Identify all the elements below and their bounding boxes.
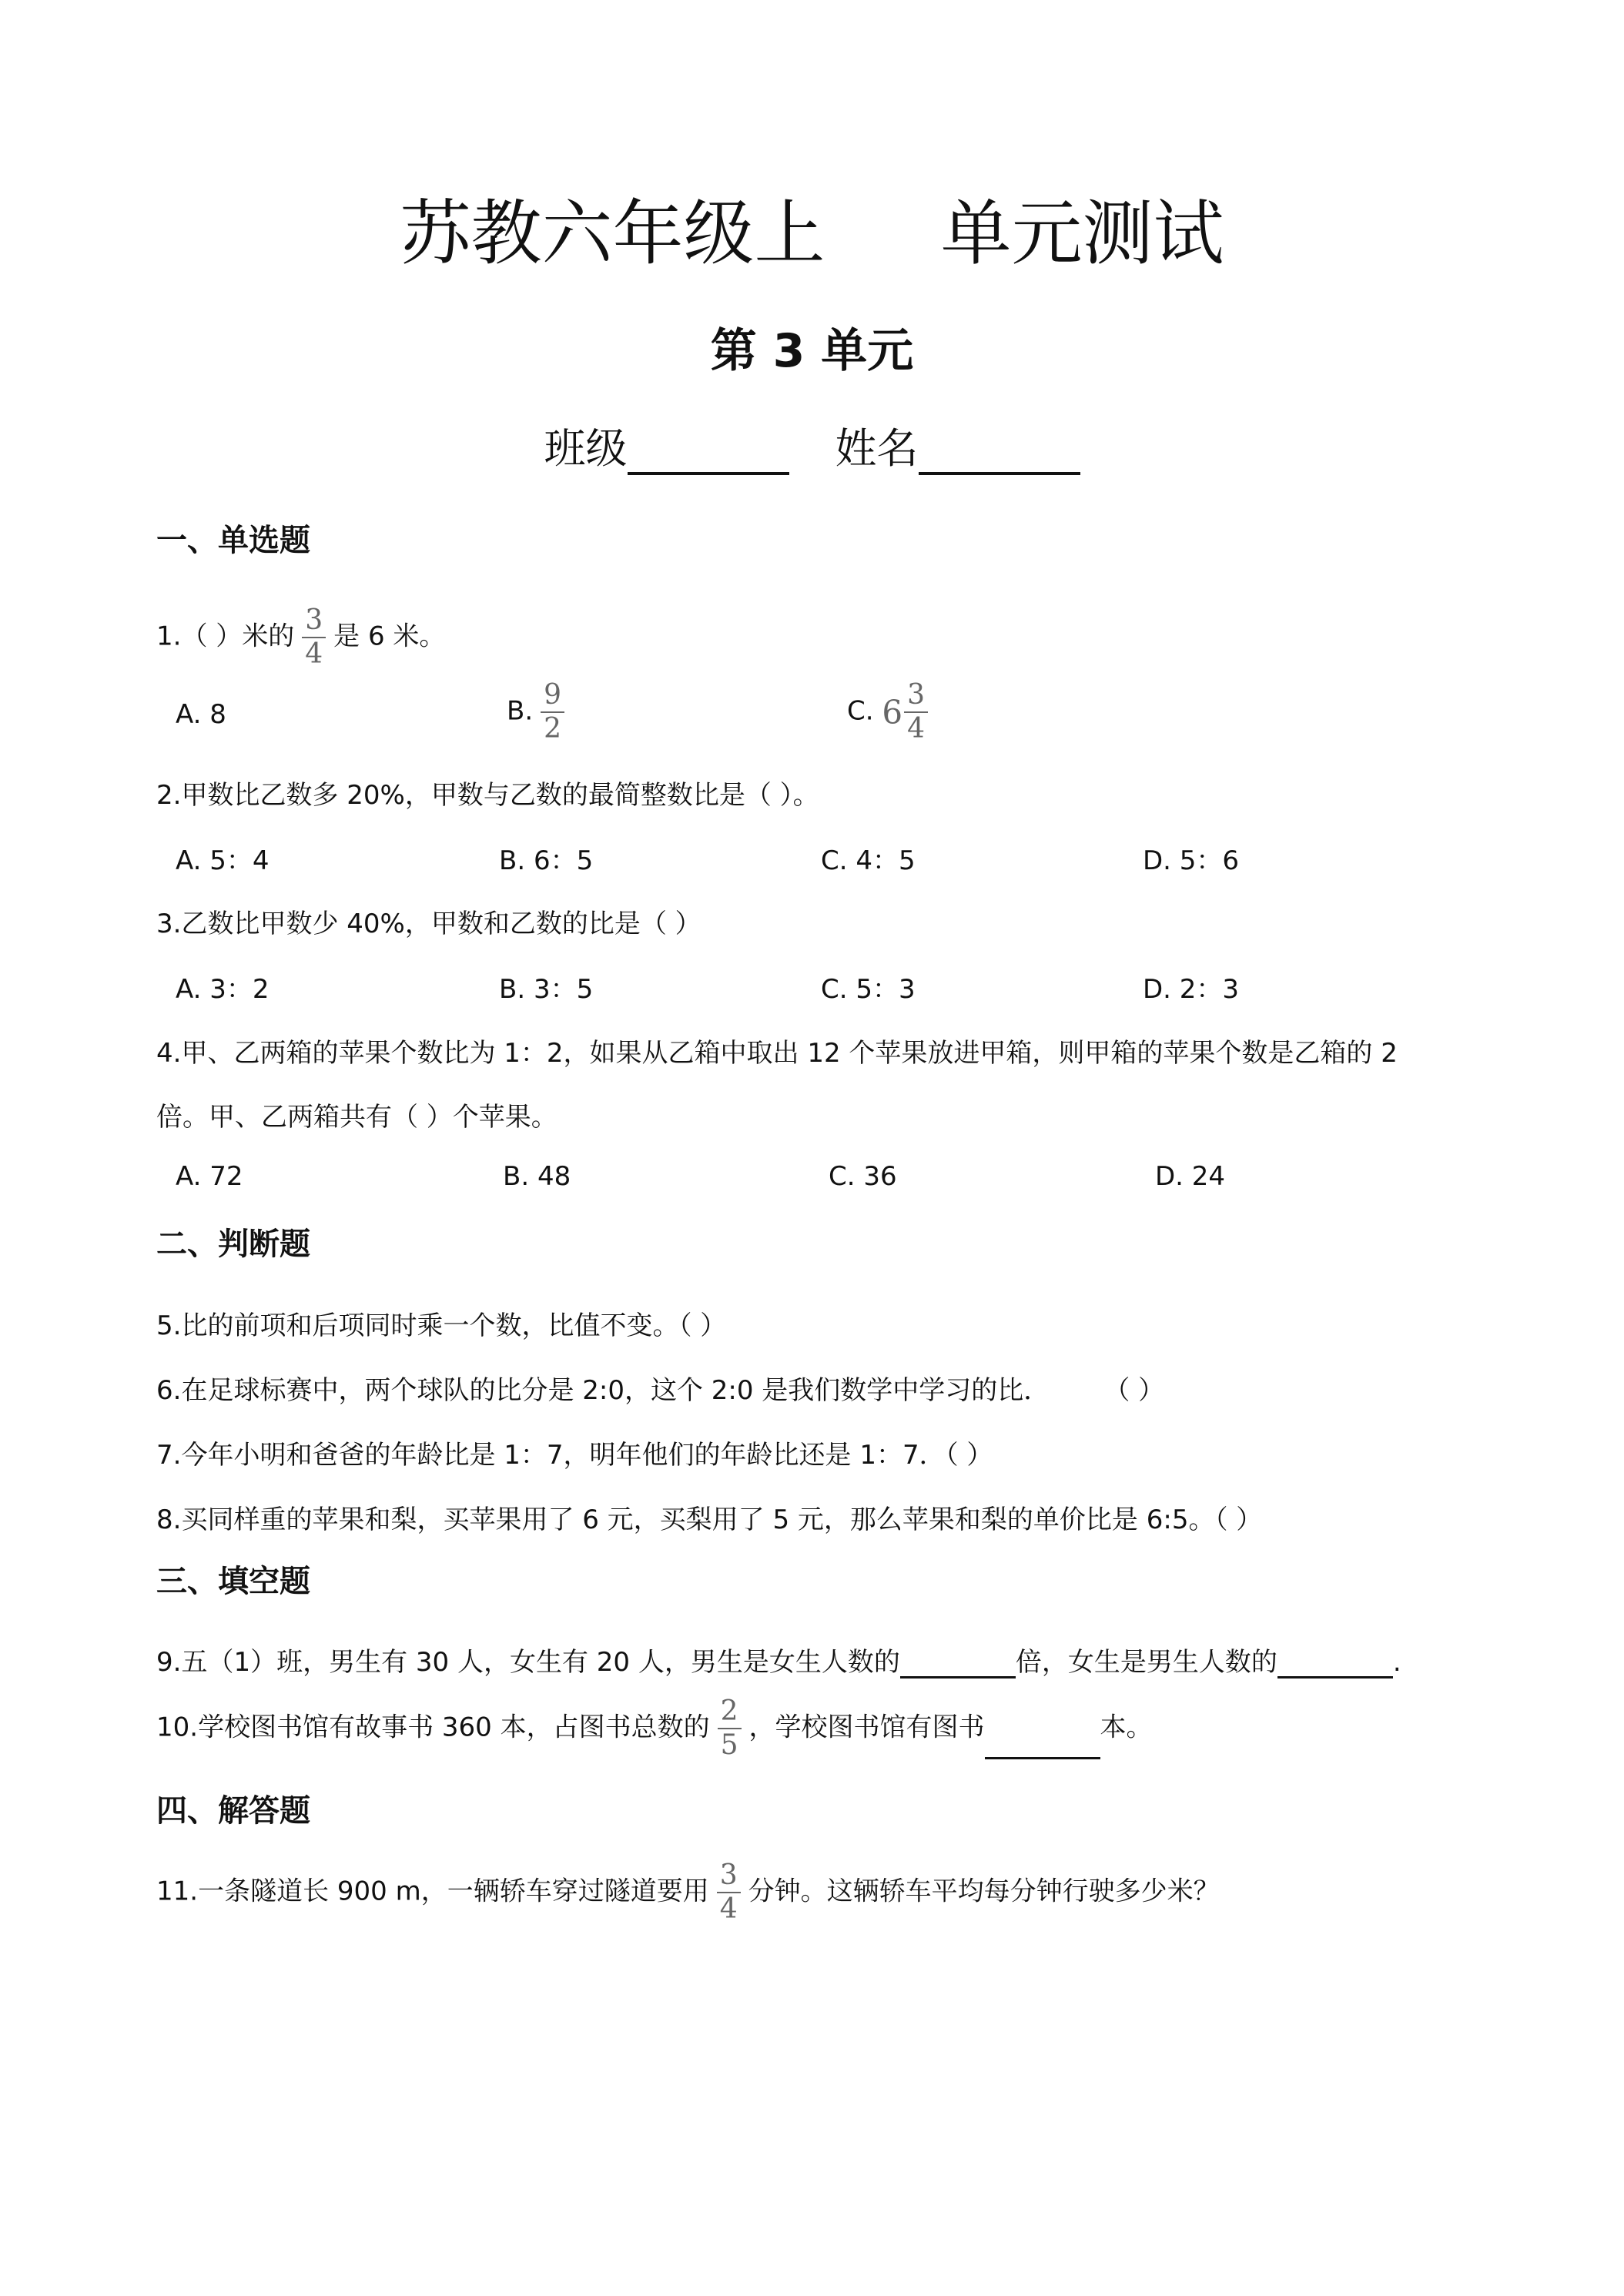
q10-middle: ，学校图书馆有图书	[748, 1712, 985, 1743]
q1-option-a[interactable]: A. 8	[176, 699, 226, 730]
question-11	[156, 1859, 1220, 1925]
q9-part-3: .	[1392, 1647, 1401, 1678]
class-field[interactable]	[628, 426, 789, 475]
q11-prefix: 11.一条隧道长 900 m，一辆轿车穿过隧道要用	[156, 1876, 709, 1907]
fraction-3-4	[904, 681, 928, 743]
q1-option-c-label: C.	[847, 695, 874, 727]
q6-answer-paren: （ ）	[1103, 1375, 1165, 1406]
frac-numerator: 9	[544, 679, 562, 711]
name-label: 姓名	[835, 424, 919, 473]
q1-option-b[interactable]	[507, 681, 572, 743]
q4-option-b[interactable]: B. 48	[503, 1161, 571, 1192]
student-info-line	[0, 416, 1624, 475]
question-5: 5.比的前项和后项同时乘一个数，比值不变。（ ）	[156, 1310, 727, 1341]
q4-option-a[interactable]: A. 72	[176, 1161, 243, 1192]
frac-numerator: 3	[907, 679, 926, 711]
q3-option-a[interactable]: A. 3：2	[176, 974, 270, 1005]
question-1	[156, 604, 446, 670]
section-heading-4: 四、解答题	[156, 1793, 310, 1829]
section-heading-3: 三、填空题	[156, 1564, 310, 1599]
frac-denominator: 4	[305, 638, 323, 670]
q2-option-b[interactable]: B. 6：5	[499, 845, 594, 876]
q10-answer-blank[interactable]	[985, 1729, 1100, 1759]
q4-option-c[interactable]: C. 36	[829, 1161, 897, 1192]
frac-denominator: 4	[907, 713, 926, 745]
question-6	[156, 1369, 1164, 1407]
frac-denominator: 2	[544, 713, 562, 745]
frac-numerator: 3	[719, 1859, 738, 1891]
q10-prefix: 10.学校图书馆有故事书 360 本，占图书总数的	[156, 1712, 710, 1743]
q2-option-c[interactable]: C. 4：5	[821, 845, 916, 876]
fraction-9-2	[541, 681, 564, 743]
class-label: 班级	[544, 424, 628, 473]
question-10	[156, 1695, 1153, 1761]
q10-suffix: 本。	[1100, 1712, 1153, 1743]
question-7: 7.今年小明和爸爸的年龄比是 1：7，明年他们的年龄比还是 1：7．（ ）	[156, 1440, 993, 1471]
question-2: 2.甲数比乙数多 20%，甲数与乙数的最简整数比是（ ）。	[156, 780, 819, 811]
q9-part-2: 倍，女生是男生人数的	[1015, 1647, 1277, 1678]
q9-answer-blank-2[interactable]	[1277, 1648, 1393, 1678]
q9-part-1: 9.五（1）班，男生有 30 人，女生有 20 人，男生是女生人数的	[156, 1647, 900, 1678]
q1-option-c[interactable]	[847, 681, 936, 743]
frac-numerator: 2	[720, 1695, 738, 1727]
name-field[interactable]	[919, 426, 1080, 475]
q11-suffix: 分钟。这辆轿车平均每分钟行驶多少米？	[748, 1876, 1220, 1907]
fraction-3-4	[302, 604, 326, 670]
fraction-2-5	[718, 1695, 742, 1761]
frac-numerator: 3	[305, 604, 323, 636]
q1-suffix: 是 6 米。	[333, 621, 446, 652]
title-part-1: 苏教六年级上	[400, 192, 825, 275]
question-4-line-2: 倍。甲、乙两箱共有（ ）个苹果。	[156, 1102, 558, 1133]
q9-answer-blank-1[interactable]	[900, 1648, 1016, 1678]
q2-option-d[interactable]: D. 5：6	[1143, 845, 1240, 876]
q2-option-a[interactable]: A. 5：4	[176, 845, 270, 876]
question-4-line-1: 4.甲、乙两箱的苹果个数比为 1：2，如果从乙箱中取出 12 个苹果放进甲箱，则甲箱的苹果个数是乙箱的 2	[156, 1038, 1398, 1069]
q1-prefix: 1.（ ）米的	[156, 621, 295, 652]
section-heading-1: 一、单选题	[156, 523, 310, 558]
q3-option-d[interactable]: D. 2：3	[1143, 974, 1240, 1005]
title-part-2: 单元测试	[940, 192, 1224, 275]
q3-option-b[interactable]: B. 3：5	[499, 974, 594, 1005]
q6-text: 6.在足球标赛中，两个球队的比分是 2:0，这个 2:0 是我们数学中学习的比．	[156, 1375, 1050, 1406]
page-title	[0, 177, 1624, 279]
q1-option-b-label: B.	[507, 695, 534, 727]
q3-option-c[interactable]: C. 5：3	[821, 974, 916, 1005]
fraction-3-4	[717, 1859, 741, 1925]
unit-subtitle: 第 3 单元	[710, 324, 914, 378]
question-3: 3.乙数比甲数少 40%，甲数和乙数的比是（ ）	[156, 909, 702, 939]
q4-option-d[interactable]: D. 24	[1155, 1161, 1226, 1192]
frac-denominator: 5	[720, 1729, 738, 1761]
question-8: 8.买同样重的苹果和梨，买苹果用了 6 元，买梨用了 5 元，那么苹果和梨的单价比是 6:5。（ ）	[156, 1504, 1263, 1535]
frac-denominator: 4	[719, 1893, 738, 1925]
section-heading-2: 二、判断题	[156, 1227, 310, 1262]
mixed-whole-number: 6	[882, 693, 903, 731]
question-9	[156, 1641, 1401, 1678]
